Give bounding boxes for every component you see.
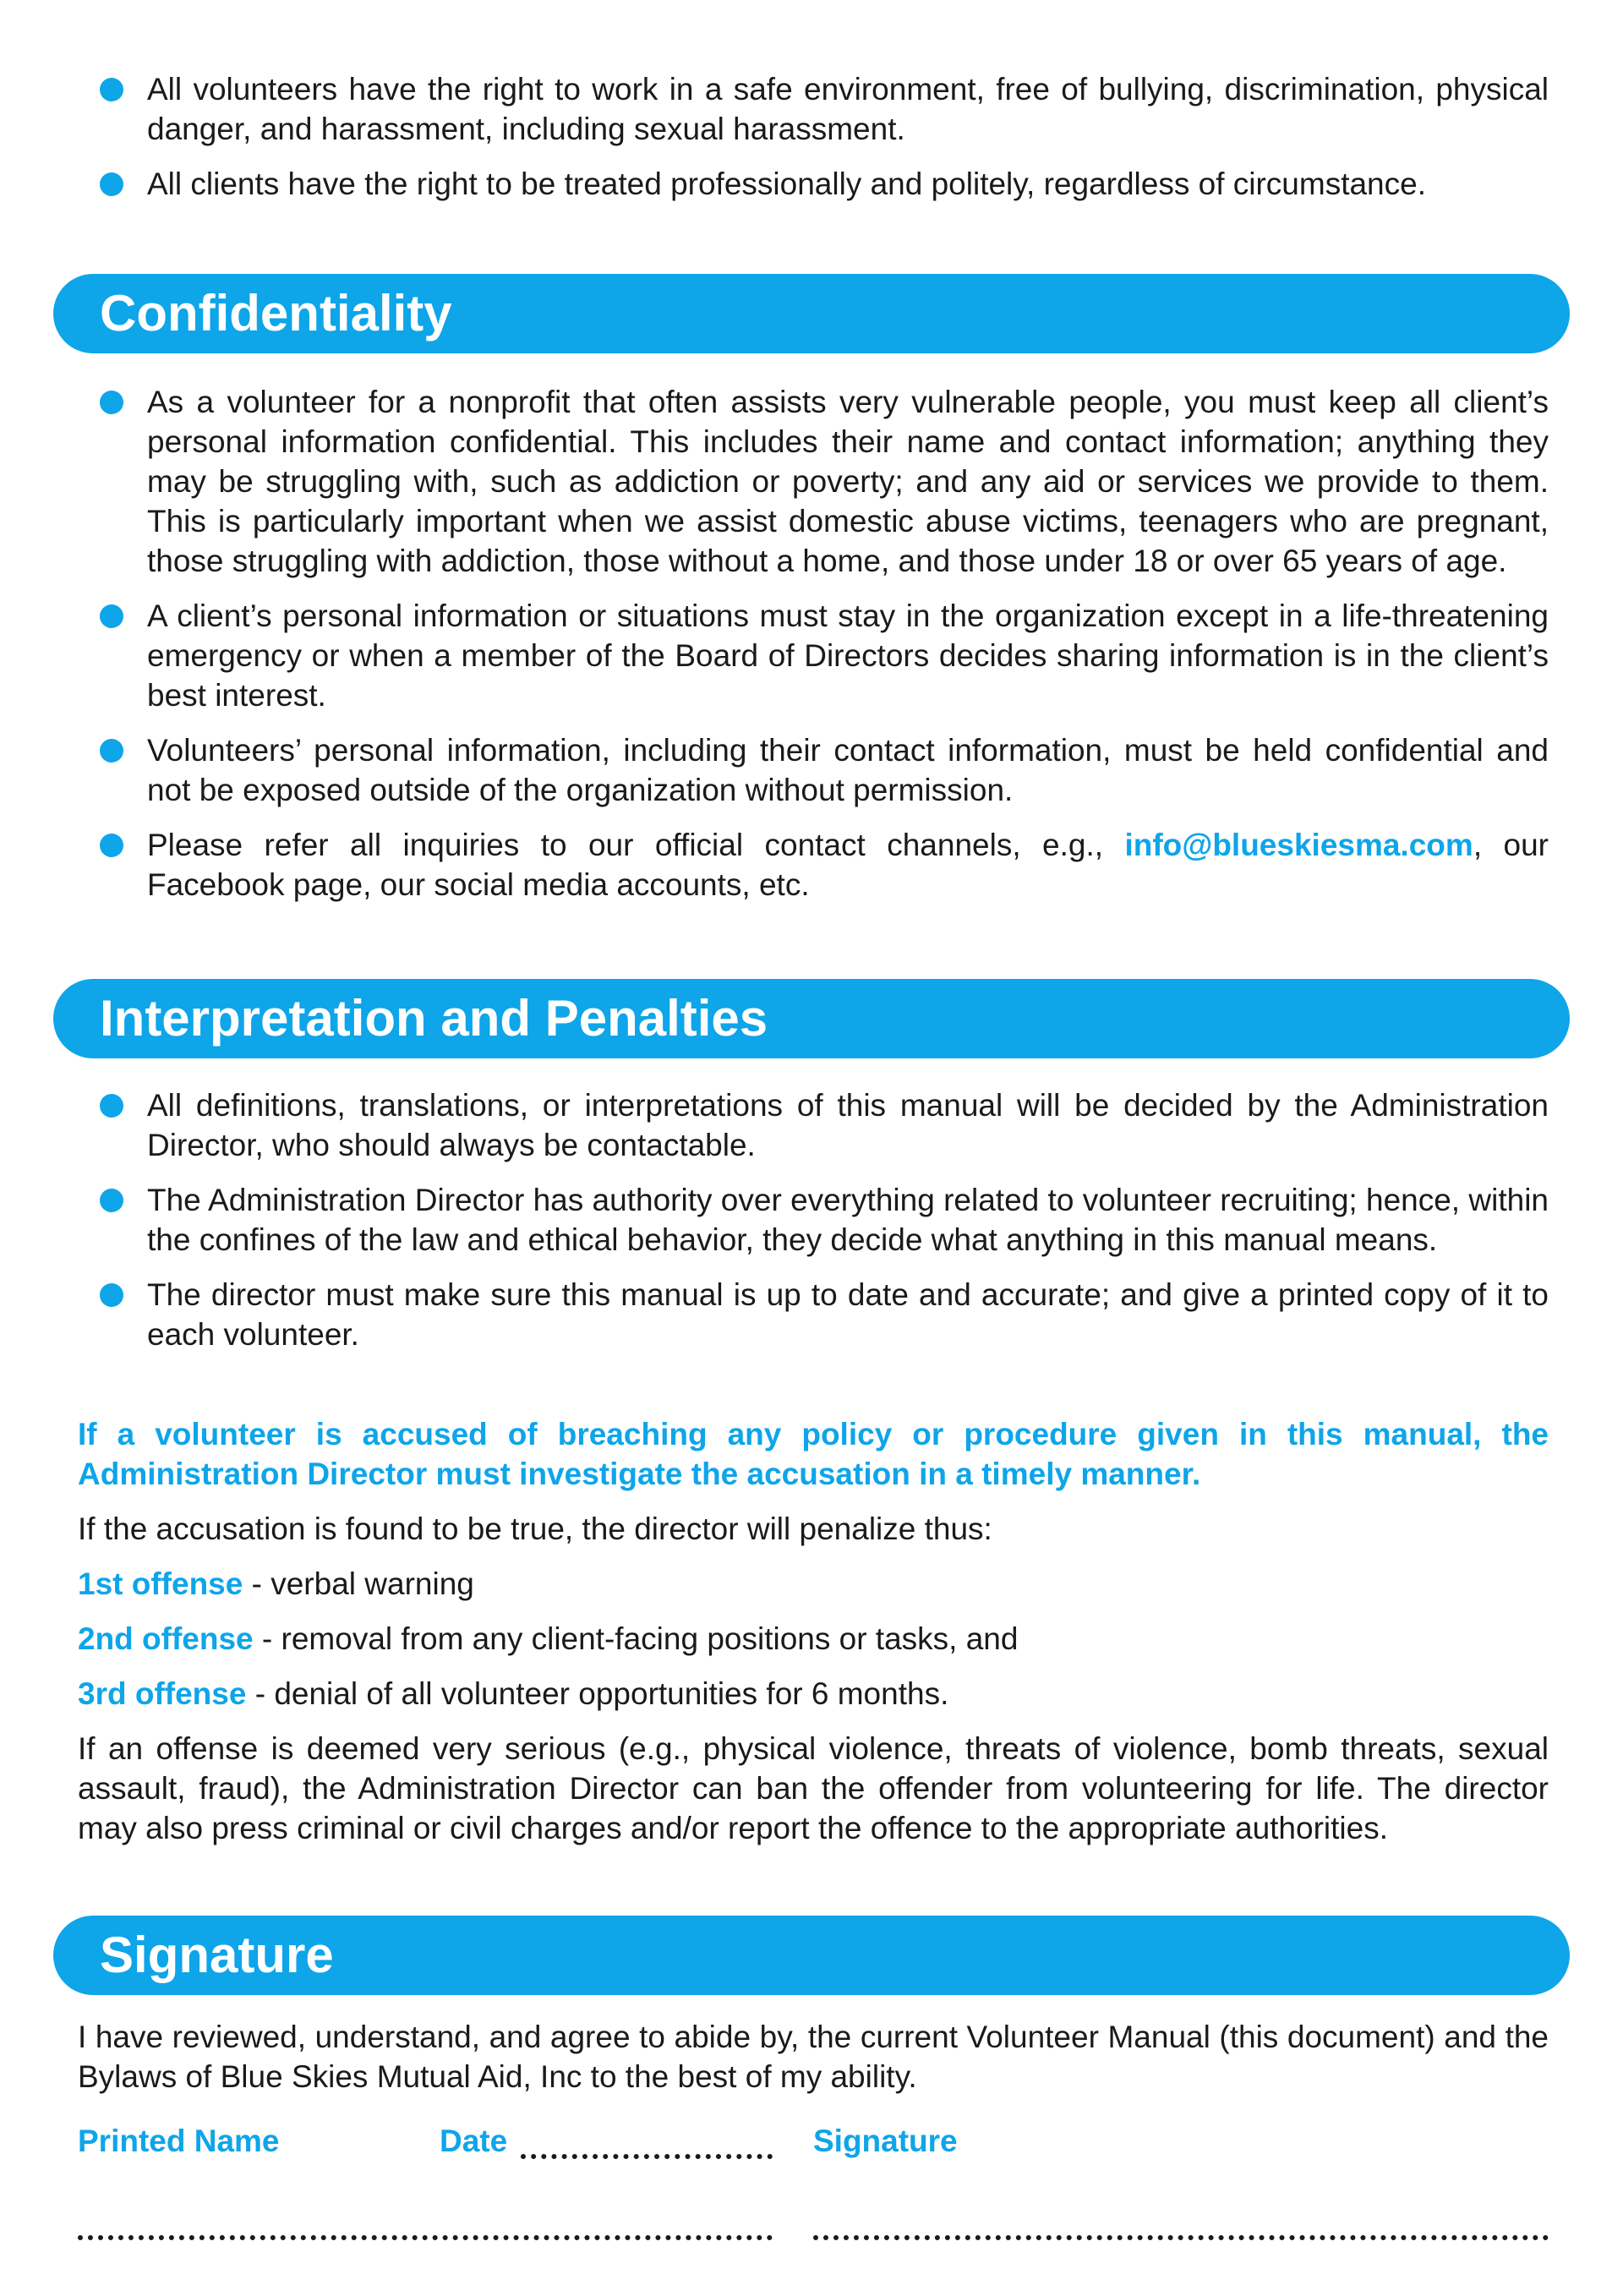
section-title: Interpretation and Penalties bbox=[100, 990, 768, 1047]
bullet-dot-icon bbox=[100, 391, 123, 414]
bullet-dot-icon bbox=[100, 604, 123, 628]
bullet-dot-icon bbox=[100, 1094, 123, 1118]
offense-label: 3rd offense bbox=[78, 1676, 247, 1711]
offense-1: 1st offense - verbal warning bbox=[78, 1566, 474, 1601]
list-item: Volunteers’ personal information, including their contact information, must be held confidential and not be exposed outside of the organization without permission. bbox=[100, 730, 1549, 810]
email-link[interactable]: info@blueskiesma.com bbox=[1124, 828, 1473, 862]
signature-statement: I have reviewed, understand, and agree to abide by, the current Volunteer Manual (this document) and the Bylaws of Blue Skies Mutual Aid, Inc to the best of my ability. bbox=[78, 2020, 1549, 2094]
bullet-dot-icon bbox=[100, 1283, 123, 1307]
list-item: As a volunteer for a nonprofit that often assists very vulnerable people, you must keep all client’s personal information confidential. This includes their name and contact information; anything they may be struggling with, such as addiction or poverty; and any aid or services we provide to them. This is particularly important when we assist domestic abuse victims, teenagers who are pregnant, those struggling with addiction, those without a home, and those under 18 or over 65 years of age. bbox=[100, 382, 1549, 581]
signature-label: Signature bbox=[813, 2124, 958, 2158]
list-item: All volunteers have the right to work in a safe environment, free of bullying, discrimination, physical danger, and harassment, including sexual harassment. bbox=[100, 69, 1549, 149]
interpretation-list bbox=[100, 1085, 1549, 1369]
bullet-dot-icon bbox=[100, 172, 123, 196]
section-header-signature bbox=[53, 1916, 1570, 1995]
printed-name-line[interactable] bbox=[78, 2235, 773, 2240]
list-item-contact: Please refer all inquiries to our official contact channels, e.g., info@blueskiesma.com, our Facebook page, our social media accounts, etc. bbox=[100, 825, 1549, 905]
list-item: The Administration Director has authority over everything related to volunteer recruiting; hence, within the confines of the law and ethical behavior, they decide what anything in this manual means. bbox=[100, 1180, 1549, 1260]
bullet-dot-icon bbox=[100, 78, 123, 101]
date-label: Date bbox=[440, 2124, 508, 2158]
confidentiality-list bbox=[100, 382, 1549, 920]
section-header-interpretation bbox=[53, 979, 1570, 1058]
date-line[interactable] bbox=[521, 2154, 773, 2159]
offense-3: 3rd offense - denial of all volunteer opportunities for 6 months. bbox=[78, 1676, 949, 1711]
offense-label: 1st offense bbox=[78, 1566, 243, 1601]
section-title: Confidentiality bbox=[100, 285, 452, 342]
section-title: Signature bbox=[100, 1927, 334, 1983]
rights-list bbox=[100, 69, 1549, 219]
accusation-note: If a volunteer is accused of breaching any policy or procedure given in this manual, the Administration Director must investigate the accusation in a timely manner. bbox=[78, 1417, 1549, 1491]
serious-offense-paragraph: If an offense is deemed very serious (e.g., physical violence, threats of violence, bomb threats, sexual assault, fraud), the Administration Director can ban the offender from volunteering for life. The director may also press criminal or civil charges and/or report the offence to the appropriate authorities. bbox=[78, 1731, 1549, 1845]
list-item: All definitions, translations, or interpretations of this manual will be decided by the Administration Director, who should always be contactable. bbox=[100, 1085, 1549, 1165]
signature-line[interactable] bbox=[813, 2235, 1549, 2240]
printed-name-label: Printed Name bbox=[78, 2124, 280, 2158]
bullet-dot-icon bbox=[100, 739, 123, 763]
list-item: A client’s personal information or situations must stay in the organization except in a life-threatening emergency or when a member of the Board of Directors decides sharing information is in the client’s best interest. bbox=[100, 596, 1549, 715]
bullet-dot-icon bbox=[100, 834, 123, 857]
penalty-intro: If the accusation is found to be true, the director will penalize thus: bbox=[78, 1512, 992, 1546]
section-header-confidentiality bbox=[53, 274, 1570, 353]
list-item: The director must make sure this manual is up to date and accurate; and give a printed copy of it to each volunteer. bbox=[100, 1275, 1549, 1354]
list-item: All clients have the right to be treated professionally and politely, regardless of circumstance. bbox=[100, 164, 1549, 204]
offense-2: 2nd offense - removal from any client-facing positions or tasks, and bbox=[78, 1621, 1019, 1656]
bullet-dot-icon bbox=[100, 1189, 123, 1212]
offense-label: 2nd offense bbox=[78, 1621, 254, 1656]
